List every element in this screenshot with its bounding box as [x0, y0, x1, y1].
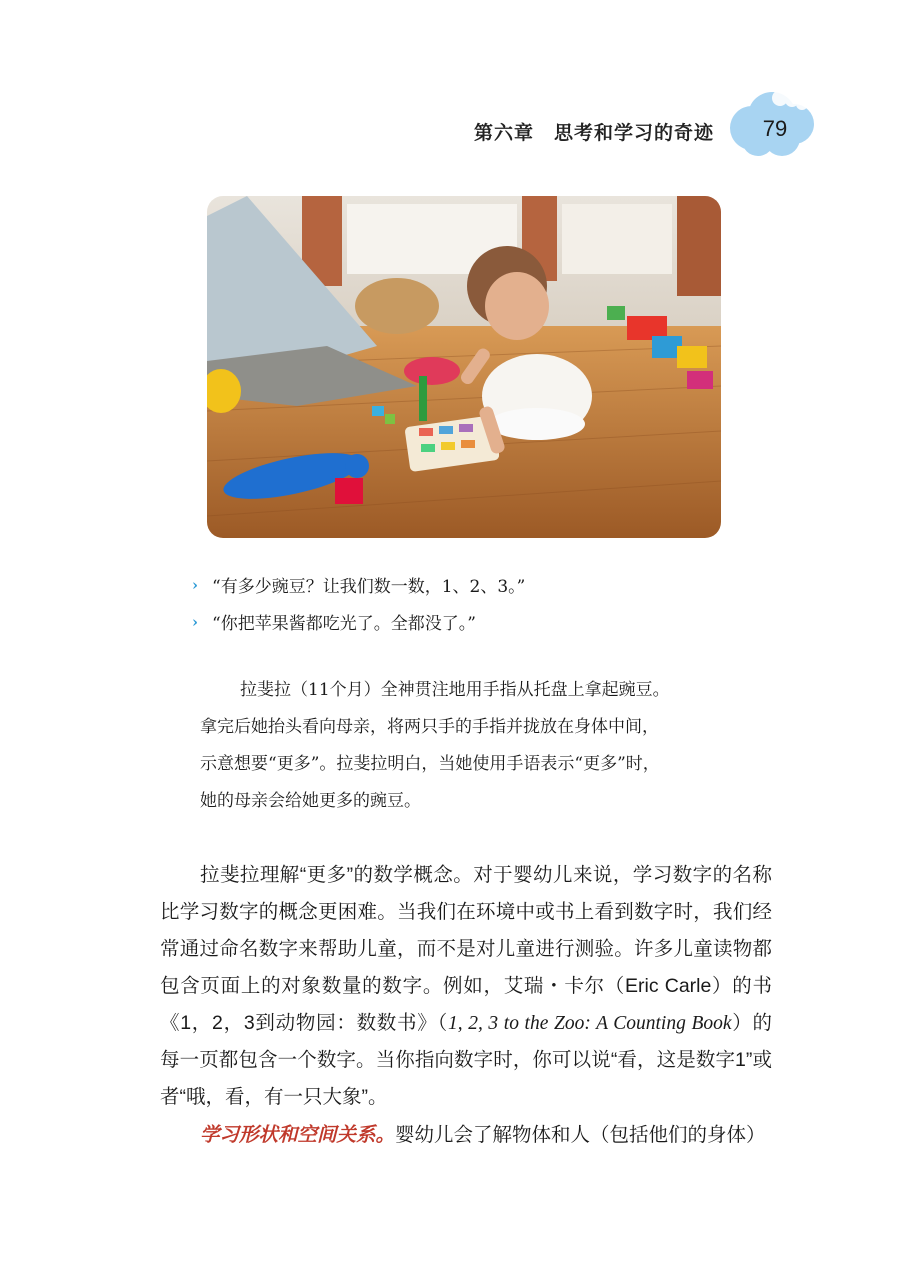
- page-number: 79: [762, 116, 788, 141]
- paragraph: [160, 857, 772, 1116]
- paragraph-text: 拉斐拉理解“更多”的数学概念。对于婴幼儿来说，学习数字的名称比学习数字的概念更困难。当我们在环境中或书上看到数字时，我们经常通过命名数字来帮助儿童，而不是对儿童进行测验。许多儿童读物都包含页面上的对象数量的数字。例如，艾瑞・卡尔（Eric Carle）的书《1，2，3到动物园：数数书》（: [160, 864, 772, 1034]
- bullet-list: [192, 566, 525, 640]
- chapter-title: 第六章 思考和学习的奇迹: [473, 122, 714, 144]
- bullet-text: “有多少豌豆？让我们数一数，1、2、3。”: [212, 577, 526, 597]
- body-text: [160, 857, 772, 1154]
- photo-toddler-playing: [207, 196, 721, 538]
- list-item: [192, 603, 525, 640]
- chevron-right-icon: ›: [192, 575, 198, 594]
- list-item: [192, 566, 525, 603]
- paragraph: [160, 1116, 772, 1154]
- quote-line: 示意想要“更多”。拉斐拉明白，当她使用手语表示“更多”时，: [200, 754, 660, 774]
- quote-line: 拉斐拉（11个月）全神贯注地用手指从托盘上拿起豌豆。: [240, 680, 670, 700]
- section-heading: 学习形状和空间关系。: [200, 1123, 396, 1146]
- quote-paragraph: [200, 672, 760, 820]
- chevron-right-icon: ›: [192, 612, 198, 631]
- paragraph-text: ）的每一页都包含一个数字。当你指向数字时，你可以说“看，这是数字1”或者“哦，看，有一只大象”。: [160, 1012, 772, 1108]
- quote-line: 她的母亲会给她更多的豌豆。: [200, 791, 421, 811]
- book-title-italic: 1, 2, 3 to the Zoo: A Counting Book: [447, 1013, 732, 1034]
- bullet-text: “你把苹果酱都吃光了。全都没了。”: [212, 614, 476, 634]
- quote-line: 拿完后她抬头看向母亲，将两只手的手指并拢放在身体中间，: [200, 717, 659, 737]
- paragraph-text: 婴幼儿会了解物体和人（包括他们的身体）: [395, 1124, 766, 1146]
